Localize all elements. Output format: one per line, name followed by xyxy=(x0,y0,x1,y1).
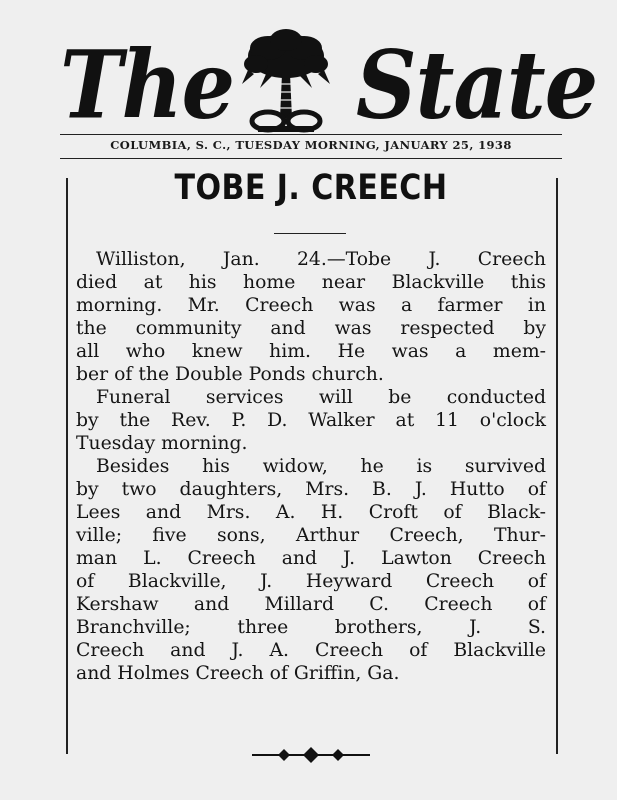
masthead-word-state: State xyxy=(356,29,598,140)
article-line: Tuesday morning. xyxy=(76,433,248,454)
article-line: by the Rev. P. D. Walker at 11 o'clock xyxy=(76,410,546,431)
article-line: ville; five sons, Arthur Creech, Thur- xyxy=(76,525,546,546)
article-line: Creech and J. A. Creech of Blackville xyxy=(76,640,546,661)
article-line: the community and was respected by xyxy=(76,318,546,339)
article-line: and Holmes Creech of Griffin, Ga. xyxy=(76,663,400,684)
dateline-rule-top xyxy=(60,134,562,135)
article-line: died at his home near Blackville this xyxy=(76,272,546,293)
article-line: Branchville; three brothers, J. S. xyxy=(76,617,546,638)
column-rule-left xyxy=(66,178,68,754)
headline-rule xyxy=(274,233,346,234)
article-line: ber of the Double Ponds church. xyxy=(76,364,384,385)
dateline: COLUMBIA, S. C., TUESDAY MORNING, JANUARY 25, 1938 xyxy=(110,138,512,152)
article-line: Lees and Mrs. A. H. Croft of Black- xyxy=(76,502,546,523)
masthead-word-the: The xyxy=(60,29,235,140)
article-body xyxy=(76,248,546,685)
dateline-rule-bottom xyxy=(60,158,562,159)
article-line: by two daughters, Mrs. B. J. Hutto of xyxy=(76,479,546,500)
diamond-dash-ornament-icon xyxy=(248,746,374,764)
article-line: morning. Mr. Creech was a farmer in xyxy=(76,295,546,316)
article-line: Kershaw and Millard C. Creech of xyxy=(76,594,546,615)
article-line: Besides his widow, he is survived xyxy=(96,456,546,477)
column-rule-right xyxy=(556,178,558,754)
headline: TOBE J. CREECH xyxy=(174,168,448,208)
article-line: of Blackville, J. Heyward Creech of xyxy=(76,571,546,592)
article-line: Williston, Jan. 24.—Tobe J. Creech xyxy=(96,249,546,270)
article-line: all who knew him. He was a mem- xyxy=(76,341,546,362)
article-line: Funeral services will be conducted xyxy=(96,387,546,408)
article-line: man L. Creech and J. Lawton Creech xyxy=(76,548,546,569)
palmetto-tree-icon xyxy=(238,26,334,136)
